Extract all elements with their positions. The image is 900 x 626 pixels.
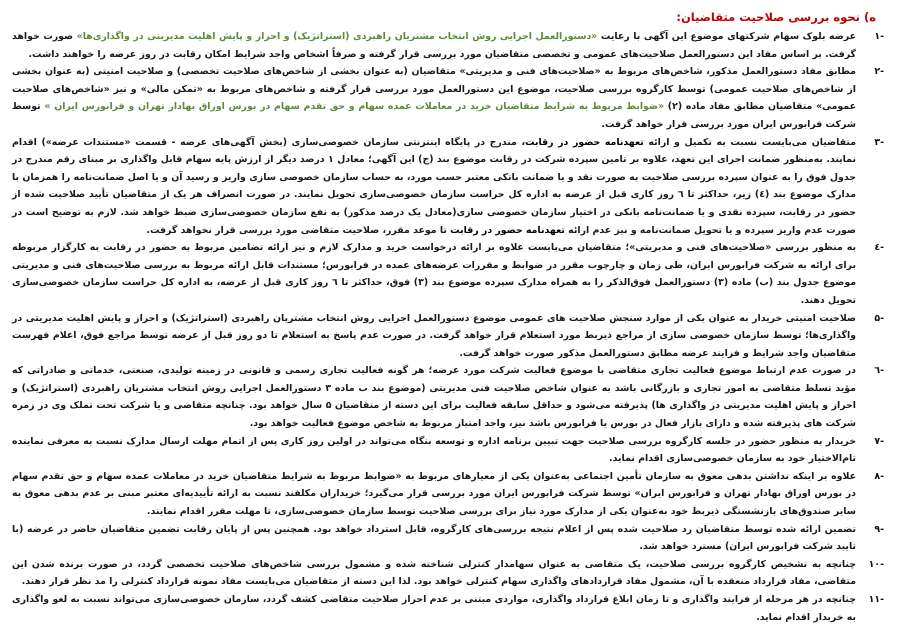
item-text xyxy=(12,310,856,363)
item-number: -۹ xyxy=(874,523,884,535)
text-segment: به منظور بررسی «صلاحیت‌های فنی و مدیریتی»؛ متقاضیان می‌بایست علاوه بر ارائه درخواست خرید و مدارک لازم و نیز ارائه تضامین مربوط به حضور در رقابت به کارگزار مربوطه برای ارائه به شرکت فرابورس ایران، طی زمان و چارچوب مقرر در ضوابط و مقررات عرضه‌های عمده در فرابورس؛ مستندات قابل ارائه مربوط به بررسی صلاحیت‌های فنی و مدیریتی موضوع جدول بند (ب) ماده (۳) دستورالعمل فوق‌الذکر را به همراه مدارک سپرده موضوع بند (۳) فوق، حداکثر تا ٦ روز کاری قبل از عرضه، به اداره کل حراست سازمان خصوصی‌سازی تحویل دهند. xyxy=(12,242,856,306)
item-text xyxy=(12,28,856,63)
text-segment: چنانچه در هر مرحله از فرایند واگذاری و تا زمان ابلاغ قرارداد واگذاری، مواردی مبتنی بر عدم احراز صلاحیت متقاضی کشف گردد، سازمان خصوصی‌سازی می‌تواند نسبت به لغو واگذاری به خریدار اقدام نماید. xyxy=(12,594,856,623)
section-heading: ه) نحوه بررسی صلاحیت متقاضیان: xyxy=(676,10,876,24)
emphasized-term: تعهدنامه حضور در رقابت xyxy=(525,136,644,148)
highlighted-reference: «دستورالعمل اجرایی روش انتخاب مشتریان راهبردی (استراتژیک) و احراز و پایش اهلیت مدیریتی در واگذاری‌ها» xyxy=(76,31,598,42)
text-segment: علاوه بر اینکه نداشتن بدهی معوق به سازمان تأمین اجتماعی به‌عنوان یکی از معیارهای مربوط به «ضوابط مربوط به شرایط متقاضیان خرید در معاملات عمده سهام و حق تقدم سهام در بورس اوراق بهادار تهران و فرابورس ایران» توسط شرکت فرابورس ایران مورد بررسی قرار می‌گیرد؛ خریداران مکلفند نسبت به ارائه تأییدیه‌ای معتبر مبنی بر عدم بدهی معوق به سایر صندوق‌های بازنشستگی ذیربط خود به‌عنوان یکی از مدارک مورد نیاز برای بررسی صلاحیت توسط سازمان خصوصی‌سازی، تا مهلت مقرر اقدام نمایند. xyxy=(12,470,856,518)
text-segment: صلاحیت امنیتی خریدار به عنوان یکی از موارد سنجش صلاحیت های عمومی موضوع دستورالعمل اجرایی روش انتخاب مشتریان راهبردی (استراتژیک) و احراز و پایش اهلیت مدیریتی در واگذاری‌ها؛ توسط سازمان خصوصی سازی از مراجع ذیربط مورد استعلام قرار خواهد گرفت. در صورت عدم پاسخ به استعلام تا دو روز قبل از عرضه توسط مراجع فوق، اعلام فهرست متقاضیان واجد شرایط و فرایند عرضه مطابق دستورالعمل مذکور صورت خواهد گرفت. xyxy=(12,312,856,359)
text-segment: صورت خواهد گرفت. بر اساس مفاد این دستورالعمل صلاحیت‌های عمومی و تخصصی متقاضیان مورد بررسی قرار گرفته و صرفاً اشخاص واجد شرایط امکان رقابت در روز عرضه را خواهند داشت. xyxy=(12,31,856,60)
list-item xyxy=(12,28,890,63)
list-item xyxy=(12,239,890,309)
text-segment: در صورت عدم ارتباط موضوع فعالیت تجاری متقاضی با موضوع فعالیت شرکت مورد عرضه؛ هر گونه فعالیت تجاری رسمی و قانونی در زمینه تولیدی، صنعتی، خدماتی و صادراتی که مؤید تسلط متقاضی به امور تجاری و بازرگانی باشد به عنوان شاخص صلاحیت فنی مدیریتی (موضوع بند ب ماده ۳ دستورالعمل اجرایی روش انتخاب مشتریان راهبردی (استراتژیک) و احراز و پایش اهلیت مدیریتی در واگذاری ها) پذیرفته می‌شود و حداقل سابقه فعالیت برای این دسته از متقاضیان ۵ سال خواهد بود. چنانچه متقاضی و یا شرکت تحت تملک وی در زمره شرکت های پذیرفته شده و دارای بازار فعال در بورس یا فرابورس باشد نیز، واجد امتیاز مربوط به شاخص موضوع فعالیت خواهد بود. xyxy=(12,365,856,430)
list-item xyxy=(12,362,890,432)
item-number: -٦ xyxy=(874,365,884,377)
text-segment: توسط شرکت فرابورس ایران مورد بررسی قرار خواهد گرفت. xyxy=(12,101,856,130)
item-number: -۱ xyxy=(874,31,884,42)
requirements-list xyxy=(12,28,890,626)
item-text xyxy=(12,433,856,468)
text-segment: تضمین ارائه شده توسط متقاضیان رد صلاحیت شده پس از اعلام نتیجه بررسی‌های کارگروه، قابل استرداد خواهد بود. همچنین پس از پایان رقابت تضمین متقاضیان حاضر در عرضه (با تایید شرکت فرابورس ایران) مسترد خواهد شد. xyxy=(12,523,856,553)
item-number: -۵ xyxy=(874,312,884,324)
list-item xyxy=(12,63,890,133)
list-item xyxy=(12,134,890,240)
item-number: -۲ xyxy=(874,66,884,78)
item-number: -۷ xyxy=(874,435,884,447)
item-text xyxy=(12,134,856,240)
item-text xyxy=(12,63,856,133)
item-text xyxy=(12,362,856,432)
text-segment: متقاضیان می‌بایست نسبت به تکمیل و ارائه xyxy=(643,136,857,148)
text-segment: چنانچه به تشخیص کارگروه بررسی صلاحیت، یک متقاضی به عنوان سهامدار کنترلی شناخته شده و مشمول بررسی شاخص‌های صلاحیت تخصصی گردد، در صورت برنده شدن این متقاضی، مفاد قرارداد منعقده با آن، مشمول مفاد قراردادهای واگذاری سهام کنترلی خواهد بود. لذا این دسته از متقاضیان می‌بایست مفاد نمونه قرارداد کنترلی را مد نظر قرار دهند. xyxy=(12,558,856,588)
list-item xyxy=(12,468,890,521)
item-text xyxy=(12,556,856,591)
item-number: -۸ xyxy=(874,470,884,482)
item-number: -۳ xyxy=(874,136,884,148)
list-item xyxy=(12,521,890,556)
item-text xyxy=(12,521,856,556)
text-segment: ، مندرج در پایگاه اینترنتی سازمان خصوصی‌سازی (بخش آگهی‌های عرضه - قسمت «مستندات عرضه») اقدام نمایند. به‌منظور ضمانت اجرای این تعهد، علاوه بر تامین سپرده شرکت در رقابت موضوع بند (ج) این آگهی؛ معادل ۱ درصد دیگر از ارزش پایه سهام قابل واگذاری بر مبنای رقم مندرج در جدول فوق را به عنوان سپرده بررسی صلاحیت به صورت نقد و یا ضمانت بانکی معتبر حسب مورد، به حساب سازمان خصوصی سازی واریز و رسید آن و یا اصل ضمانت‌نامه را همزمان با مدارک موضوع بند (٤) زیر، حداکثر تا ٦ روز کاری قبل از عرضه به اداره کل حراست سازمان خصوصی‌سازی تحویل نمایند. در صورت انصراف هر یک از متقاضیان تأیید صلاحیت شده از حضور در رقابت، سپرده نقدی و یا ضمانت‌نامه بانکی در اختیار سازمان خصوصی سازی(معادل یک درصد مذکور) به نفع سازمان خصوصی‌سازی ضبط خواهد شد. لازم به توضیح است در صورت عدم واریز سپرده و یا تحویل ضمانت‌نامه و نیز عدم ارائه xyxy=(12,136,856,236)
item-text xyxy=(12,591,856,626)
text-segment: تا موعد مقرر، صلاحیت متقاضی مورد بررسی قرار نخواهد گرفت. xyxy=(146,224,451,236)
text-segment: عرضه بلوک سهام شرکتهای موضوع این آگهی با رعایت xyxy=(597,31,857,42)
list-item xyxy=(12,556,890,591)
item-text xyxy=(12,239,856,309)
highlighted-reference: «ضوابط مربوط به شرایط متقاضیان خرید در معاملات عمده سهام و حق تقدم سهام در بورس اوراق بهادار تهران و فرابورس ایران » xyxy=(44,101,665,113)
emphasized-term: تعهدنامه حضور در رقابت xyxy=(450,224,565,236)
list-item xyxy=(12,433,890,468)
item-number: -۱۱ xyxy=(868,594,884,605)
list-item xyxy=(12,310,890,363)
text-segment: خریدار به منظور حضور در جلسه کارگروه بررسی صلاحیت جهت تبیین برنامه اداره و توسعه بنگاه می‌تواند در اولین روز کاری پس از اتمام مهلت ارسال مدارک نسبت به معرفی نماینده تام‌الاختیار خود به سازمان خصوصی‌سازی اقدام نماید. xyxy=(12,435,856,465)
text-segment: مطابق مفاد دستورالعمل مذکور، شاخص‌های مربوط به «صلاحیت‌های فنی و مدیریتی» متقاضیان (به عنوان بخشی از شاخص‌های صلاحیت تخصصی) و صلاحیت امنیتی (به عنوان بخشی از شاخص‌های صلاحیت عمومی) توسط کارگروه بررسی صلاحیت، موضوع این دستورالعمل مورد بررسی قرار گرفته و شاخص‌های مربوط به «تمکن مالی» و نیز «شاخص‌های صلاحیت عمومی» متقاضیان مطابق مفاد ماده (۲) xyxy=(12,66,856,113)
item-number: -۱۰ xyxy=(868,558,884,570)
list-item xyxy=(12,591,890,626)
item-number: -٤ xyxy=(874,242,884,254)
item-text xyxy=(12,468,856,521)
